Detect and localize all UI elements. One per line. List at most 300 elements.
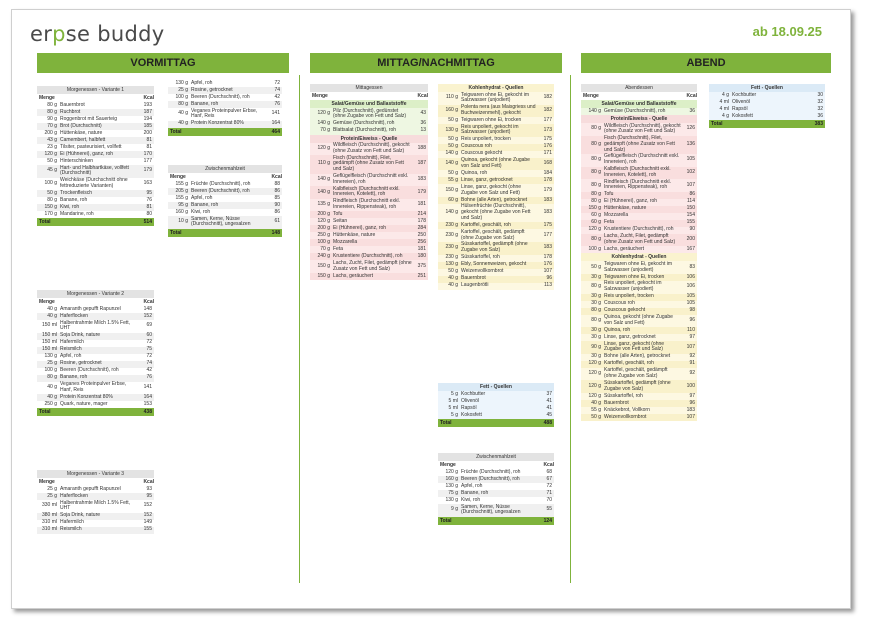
food-name: Süsskartoffel, gedämpft (ohne Zugabe von Salz) xyxy=(604,379,671,392)
divider-left xyxy=(299,75,300,583)
food-name: Geflügelfleisch (Durchschnitt exkl. Innereien), roh xyxy=(604,153,680,166)
table-row xyxy=(37,320,154,333)
kcal-value: 90 xyxy=(689,226,695,233)
amount: 50 g xyxy=(448,116,458,123)
row-group xyxy=(37,306,154,408)
food-name: Ruchbrot xyxy=(60,108,81,115)
amount: 90 g xyxy=(47,115,57,122)
kcal-value: 107 xyxy=(686,181,695,188)
amount: 50 g xyxy=(448,143,458,150)
kcal-value: 68 xyxy=(546,468,552,475)
food-name: Hülsenfrüchte (Durchschnitt), gekocht (ohne Zugabe von Fett und Salz) xyxy=(461,203,531,222)
erpse-buddy-logo: erpse buddy xyxy=(30,22,165,46)
total-row xyxy=(438,517,554,525)
column-header xyxy=(581,92,697,100)
subsection-title: Salat/Gemüse und Ballaststoffe xyxy=(581,100,697,108)
row-group xyxy=(37,102,154,218)
table-row xyxy=(37,144,154,151)
subsection-title: Morgenessen - Variante 2 xyxy=(37,290,154,298)
kcal-value: 214 xyxy=(417,210,426,217)
kcal-value: 60 xyxy=(146,332,152,339)
kcal-value: 42 xyxy=(274,93,280,100)
table-row xyxy=(581,123,697,136)
table-row xyxy=(438,158,554,171)
amount: 380 ml xyxy=(41,512,57,519)
total-label: Total xyxy=(440,517,452,524)
table-row xyxy=(37,102,154,109)
kcal-value: 155 xyxy=(686,219,695,226)
kcal-value: 183 xyxy=(543,196,552,203)
total-value: 124 xyxy=(543,517,552,524)
kcal-value: 256 xyxy=(417,238,426,245)
food-name: Mozzarella xyxy=(333,238,358,245)
food-name: Linse, ganz, getrocknet xyxy=(461,176,513,183)
table-row xyxy=(438,497,554,504)
amount: 30 g xyxy=(591,300,601,307)
row-group xyxy=(310,143,428,280)
table-row xyxy=(168,94,282,101)
kcal-value: 75 xyxy=(146,346,152,353)
table-row xyxy=(37,382,154,395)
amount: 120 g xyxy=(44,150,57,157)
food-name: Protein Konzentrat 80% xyxy=(191,120,244,127)
kcal-value: 36 xyxy=(420,120,426,127)
amount: 50 g xyxy=(47,189,57,196)
table-row xyxy=(581,414,697,421)
amount: 140 g xyxy=(445,160,458,167)
table-row xyxy=(168,209,282,216)
food-name: Pilz (Durchschnitt), gedünstet (ohne Zugabe von Fett und Salz) xyxy=(333,107,407,120)
kcal-value: 42 xyxy=(146,367,152,374)
food-name: Teigwaren ohne Ei, trocken xyxy=(461,116,522,123)
table-row xyxy=(310,143,428,156)
kcal-value: 107 xyxy=(543,268,552,275)
food-name: Couscous gekocht xyxy=(461,150,503,157)
kcal-value: 110 xyxy=(687,326,695,333)
kcal-value: 91 xyxy=(689,360,695,367)
table-row xyxy=(438,105,554,118)
table-row xyxy=(37,493,154,500)
kcal-value: 375 xyxy=(417,262,426,269)
menge-header: Menge xyxy=(170,174,186,180)
table-row xyxy=(709,99,825,106)
kcal-value: 72 xyxy=(546,482,552,489)
table-row xyxy=(438,469,554,476)
food-name: Krustentiere (Durchschnitt), roh xyxy=(604,226,674,233)
kcal-value: 177 xyxy=(543,116,552,123)
amount: 9 g xyxy=(451,506,458,513)
amount: 230 g xyxy=(445,244,458,251)
amount: 30 g xyxy=(591,353,601,360)
food-name: Kalbfleisch (Durchschnitt exkl. Innereien, Kotelett), roh xyxy=(333,185,400,198)
food-name: Weizenvollkornbrot xyxy=(461,268,504,275)
amount: 40 g xyxy=(47,383,57,390)
kcal-value: 67 xyxy=(546,475,552,482)
kcal-value: 155 xyxy=(143,526,152,533)
kcal-value: 114 xyxy=(687,198,695,205)
amount: 310 ml xyxy=(41,519,57,526)
kcal-value: 153 xyxy=(143,400,152,407)
table-row xyxy=(37,486,154,493)
food-name: Krustentiere (Durchschnitt), roh xyxy=(333,252,403,259)
food-name: Soja Drink, nature xyxy=(60,512,101,519)
subsection-title: Salat/Gemüse und Ballaststoffe xyxy=(310,100,428,108)
amount: 40 g xyxy=(47,312,57,319)
amount: 140 g xyxy=(445,209,458,216)
food-name: Beeren (Durchschnitt), roh xyxy=(191,187,250,194)
food-name: Quinoa, roh xyxy=(604,326,631,333)
food-name: Halbentrahmte Milch 1.5% Fett, UHT xyxy=(60,319,131,332)
food-name: Kokosfett xyxy=(461,411,482,418)
food-name: Olivenöl xyxy=(461,397,480,404)
amount: 25 g xyxy=(47,492,57,499)
food-name: Halbentrahmte Milch 1.5% Fett, UHT xyxy=(60,499,131,512)
amount: 100 g xyxy=(317,238,330,245)
food-name: Reismilch xyxy=(60,346,82,353)
amount: 40 g xyxy=(47,393,57,400)
amount: 50 g xyxy=(448,136,458,143)
amount: 40 g xyxy=(591,399,601,406)
amount: 50 g xyxy=(448,268,458,275)
table-row xyxy=(581,315,697,328)
kcal-value: 70 xyxy=(546,496,552,503)
table-morgen-v2 xyxy=(37,290,154,416)
column-header xyxy=(438,461,554,469)
table-row xyxy=(37,116,154,123)
amount: 80 g xyxy=(591,307,601,314)
food-name: Tofu xyxy=(604,191,614,198)
kcal-value: 88 xyxy=(274,180,280,187)
subsection-title: Zwischenmahlzeit xyxy=(168,165,282,173)
kcal-value: 76 xyxy=(146,374,152,381)
kcal-value: 183 xyxy=(543,209,552,216)
subsection-title: Protein/Eiweiss - Quelle xyxy=(310,135,428,143)
kcal-value: 176 xyxy=(543,261,552,268)
amount: 80 g xyxy=(591,283,601,290)
table-row xyxy=(438,405,554,412)
table-morgen-v1 xyxy=(37,86,154,226)
food-name: Weizenvollkornbrot xyxy=(604,413,647,420)
kcal-value: 188 xyxy=(417,144,426,151)
table-row xyxy=(168,87,282,94)
food-name: Camembert, halbfett xyxy=(60,136,106,143)
food-name: Blattsalat (Durchschnitt), roh xyxy=(333,127,397,134)
food-name: Bauernbrot xyxy=(60,101,85,108)
kcal-value: 200 xyxy=(143,129,152,136)
subsection-title: Fett - Quellen xyxy=(709,84,825,92)
food-name: Linse, ganz, gekocht (ohne Zugabe von Fett und Salz) xyxy=(604,340,665,353)
kcal-value: 72 xyxy=(146,353,152,360)
kcal-value: 106 xyxy=(686,283,695,290)
food-name: Apfel, roh xyxy=(191,194,213,201)
food-name: Gemüse (Durchschnitt), roh xyxy=(604,107,666,114)
amount: 60 g xyxy=(591,212,601,219)
table-row xyxy=(581,108,697,115)
food-name: Kartoffel, geschält, roh xyxy=(604,360,654,367)
amount: 150 g xyxy=(588,205,601,212)
amount: 150 ml xyxy=(41,332,57,339)
food-name: Banane, roh xyxy=(60,196,88,203)
food-name: Veganes Proteinpulver Erbse, Hanf, Reis xyxy=(60,381,127,393)
food-name: Quinoa, gekocht (ohne Zugabe von Salz und Fett) xyxy=(461,157,530,170)
amount: 80 g xyxy=(591,156,601,163)
amount: 80 g xyxy=(178,100,188,107)
table-row xyxy=(581,136,697,154)
table-zwischen-vormittag xyxy=(168,165,282,237)
food-name: Ebly, Sonnenweizen, gekocht xyxy=(461,261,527,268)
amount: 30 g xyxy=(591,326,601,333)
food-name: Quinoa, gekocht (ohne Zugabe von Salz und Fett) xyxy=(604,314,673,326)
subsection-title: Mittagessen xyxy=(310,84,428,92)
total-label: Total xyxy=(39,219,51,226)
kcal-value: 92 xyxy=(689,353,695,360)
kcal-value: 96 xyxy=(546,275,552,282)
food-name: Laugenbrötli xyxy=(461,282,489,289)
kcal-header: Kcal xyxy=(271,174,282,180)
kcal-value: 41 xyxy=(546,404,552,411)
amount: 80 g xyxy=(47,196,57,203)
kcal-value: 41 xyxy=(546,397,552,404)
food-name: Weichkäse (Durchschnitt ohne fettreduzierte Varianten) xyxy=(60,177,128,189)
food-name: Mandarine, roh xyxy=(60,210,94,217)
table-row xyxy=(168,80,282,87)
amount: 45 g xyxy=(47,167,57,174)
food-name: Bauernbrot xyxy=(604,399,629,406)
table-row xyxy=(438,483,554,490)
amount: 43 g xyxy=(47,136,57,143)
table-row xyxy=(310,128,428,135)
food-name: Veganes Proteinpulver Erbse, Hanf, Reis xyxy=(191,107,258,120)
amount: 80 g xyxy=(47,108,57,115)
kcal-value: 100 xyxy=(686,382,695,389)
table-zwischen-mittag xyxy=(438,453,554,525)
kcal-value: 173 xyxy=(543,126,552,133)
food-name: Hafermilch xyxy=(60,519,84,526)
kcal-value: 85 xyxy=(274,194,280,201)
food-name: Kiwi, roh xyxy=(191,208,211,215)
table-row xyxy=(168,181,282,188)
table-row xyxy=(438,412,554,419)
food-name: Ei (Hühnerei), ganz, roh xyxy=(604,198,658,205)
amount: 160 g xyxy=(445,106,458,113)
kcal-value: 181 xyxy=(417,201,426,208)
food-name: Lachs, geräuchert xyxy=(333,272,374,279)
table-row xyxy=(37,123,154,130)
total-row xyxy=(709,120,825,128)
row-group xyxy=(168,181,282,229)
total-value: 514 xyxy=(143,219,152,226)
table-row xyxy=(438,242,554,255)
food-name: Hüttenkäse, nature xyxy=(604,205,647,212)
kcal-value: 80 xyxy=(146,210,152,217)
kcal-header: Kcal xyxy=(143,299,154,305)
food-name: Banane, roh xyxy=(461,489,489,496)
kcal-value: 176 xyxy=(543,143,552,150)
amount: 80 g xyxy=(47,374,57,381)
kcal-value: 97 xyxy=(689,333,695,340)
kcal-value: 36 xyxy=(817,112,823,119)
row-group xyxy=(168,80,282,128)
kcal-value: 168 xyxy=(543,160,552,167)
amount: 70 g xyxy=(47,122,57,129)
amount: 240 g xyxy=(317,252,330,259)
amount: 250 g xyxy=(317,231,330,238)
amount: 150 ml xyxy=(41,322,57,329)
row-group xyxy=(581,123,697,253)
kcal-value: 30 xyxy=(817,91,823,98)
food-name: Rosine, getrocknet xyxy=(191,86,233,93)
table-row xyxy=(709,106,825,113)
kcal-value: 179 xyxy=(417,188,426,195)
table-row xyxy=(709,113,825,120)
table-row xyxy=(168,195,282,202)
amount: 140 g xyxy=(588,107,601,114)
kcal-value: 81 xyxy=(146,136,152,143)
table-row xyxy=(438,184,554,197)
food-name: Rosine, getrocknet xyxy=(60,360,102,367)
kcal-value: 32 xyxy=(817,98,823,105)
kcal-value: 81 xyxy=(146,203,152,210)
food-name: Soja Drink, nature xyxy=(60,332,101,339)
kcal-value: 182 xyxy=(543,94,552,101)
subsection-title: Protein/Eiweiss - Quelle xyxy=(581,115,697,123)
table-row xyxy=(168,121,282,128)
kcal-value: 183 xyxy=(417,175,426,182)
amount: 100 g xyxy=(44,367,57,374)
kcal-value: 154 xyxy=(686,212,695,219)
amount: 200 g xyxy=(44,129,57,136)
food-name: Reis unpoliert, gekocht im Salzwasser (unjodiert) xyxy=(461,123,519,136)
kcal-value: 180 xyxy=(417,252,426,259)
food-name: Süsskartoffel, gedämpft (ohne Zugabe von Salz) xyxy=(461,241,528,254)
amount: 90 g xyxy=(591,343,601,350)
food-name: Teigwaren ohne Ei, gekocht im Salzwasser (unjodiert) xyxy=(604,260,673,273)
menge-header: Menge xyxy=(39,299,55,305)
kcal-value: 177 xyxy=(143,157,152,164)
amount: 50 g xyxy=(591,263,601,270)
amount: 130 g xyxy=(445,496,458,503)
amount: 140 g xyxy=(317,188,330,195)
amount: 40 g xyxy=(448,282,458,289)
section-abend: ABEND xyxy=(581,53,831,73)
food-name: Banane, roh xyxy=(191,100,219,107)
kcal-value: 136 xyxy=(686,140,695,147)
kcal-value: 105 xyxy=(686,156,695,163)
amount: 120 g xyxy=(445,468,458,475)
kcal-value: 45 xyxy=(546,411,552,418)
kcal-value: 13 xyxy=(420,127,426,134)
total-label: Total xyxy=(440,420,452,426)
food-name: Wildfleisch (Durchschnitt), gekocht (ohne Zusatz von Fett und Salz) xyxy=(333,142,410,154)
kcal-value: 106 xyxy=(686,273,695,280)
total-value: 383 xyxy=(814,121,823,127)
amount: 135 g xyxy=(317,201,330,208)
subsection-title: Zwischenmahlzeit xyxy=(438,453,554,461)
food-name: Mozzarella xyxy=(604,212,629,219)
amount: 4 ml xyxy=(719,98,729,105)
table-row xyxy=(37,313,154,320)
amount: 30 g xyxy=(591,273,601,280)
amount: 80 g xyxy=(591,168,601,175)
table-row xyxy=(581,393,697,400)
kcal-value: 72 xyxy=(146,339,152,346)
food-name: Rapsöl xyxy=(461,404,477,411)
kcal-value: 175 xyxy=(543,221,552,228)
kcal-header: Kcal xyxy=(143,95,154,101)
total-value: 488 xyxy=(543,420,552,426)
food-name: Hüttenkäse, nature xyxy=(333,231,376,238)
table-row xyxy=(438,229,554,242)
section-mittag: MITTAG/NACHMITTAG xyxy=(310,53,562,73)
amount: 130 g xyxy=(44,353,57,360)
food-name: Früchte (Durchschnitt), roh xyxy=(461,468,521,475)
kcal-value: 194 xyxy=(143,115,152,122)
kcal-value: 83 xyxy=(689,263,695,270)
table-row xyxy=(37,500,154,513)
kcal-value: 187 xyxy=(143,108,152,115)
table-row xyxy=(37,130,154,137)
amount: 110 g xyxy=(317,160,330,167)
total-row xyxy=(438,419,554,427)
amount: 5 ml xyxy=(448,397,458,404)
food-name: Reis unpoliert, gekocht im Salzwasser (unjodiert) xyxy=(604,280,662,293)
amount: 120 g xyxy=(588,360,601,367)
row-group xyxy=(709,92,825,120)
food-name: Hafermilch xyxy=(60,339,84,346)
food-name: Couscous gekocht xyxy=(604,307,646,314)
food-name: Tilsiter, pasteurisiert, vollfett xyxy=(60,143,122,150)
amount: 100 g xyxy=(175,93,188,100)
amount: 110 g xyxy=(445,94,458,101)
kcal-value: 126 xyxy=(686,125,695,132)
kcal-value: 250 xyxy=(417,231,426,238)
total-row xyxy=(168,229,282,237)
amount: 150 g xyxy=(317,272,330,279)
food-name: Bauernbrot xyxy=(461,275,486,282)
food-name: Apfel, roh xyxy=(60,353,82,360)
amount: 100 g xyxy=(44,179,57,186)
kcal-value: 96 xyxy=(689,399,695,406)
amount: 230 g xyxy=(445,254,458,261)
amount: 130 g xyxy=(445,126,458,133)
amount: 140 g xyxy=(317,175,330,182)
amount: 120 g xyxy=(588,226,601,233)
kcal-value: 32 xyxy=(817,105,823,112)
food-name: Seitan xyxy=(333,217,348,224)
table-row xyxy=(37,401,154,408)
food-name: Rindfleisch (Durchschnitt exkl. Innereien, Rippensteak), roh xyxy=(333,198,400,211)
kcal-value: 69 xyxy=(146,322,152,329)
table-row xyxy=(37,527,154,534)
food-name: Amaranth gepufft Rapunzel xyxy=(60,485,121,492)
subsection-title: Morgenessen - Variante 1 xyxy=(37,86,154,94)
amount: 160 g xyxy=(175,208,188,215)
food-name: Beeren (Durchschnitt), roh xyxy=(461,475,520,482)
table-row xyxy=(37,158,154,165)
table-row xyxy=(581,368,697,381)
kcal-value: 149 xyxy=(143,519,152,526)
amount: 120 g xyxy=(317,217,330,224)
table-row xyxy=(168,108,282,121)
food-name: Knäckebrot, Vollkorn xyxy=(604,406,650,413)
amount: 80 g xyxy=(591,236,601,243)
table-row xyxy=(168,202,282,209)
table-kohlenhydrat-mittag xyxy=(438,84,554,290)
menge-header: Menge xyxy=(312,93,328,99)
kcal-value: 36 xyxy=(689,107,695,114)
food-name: Quinoa, roh xyxy=(461,169,488,176)
table-row xyxy=(37,211,154,218)
